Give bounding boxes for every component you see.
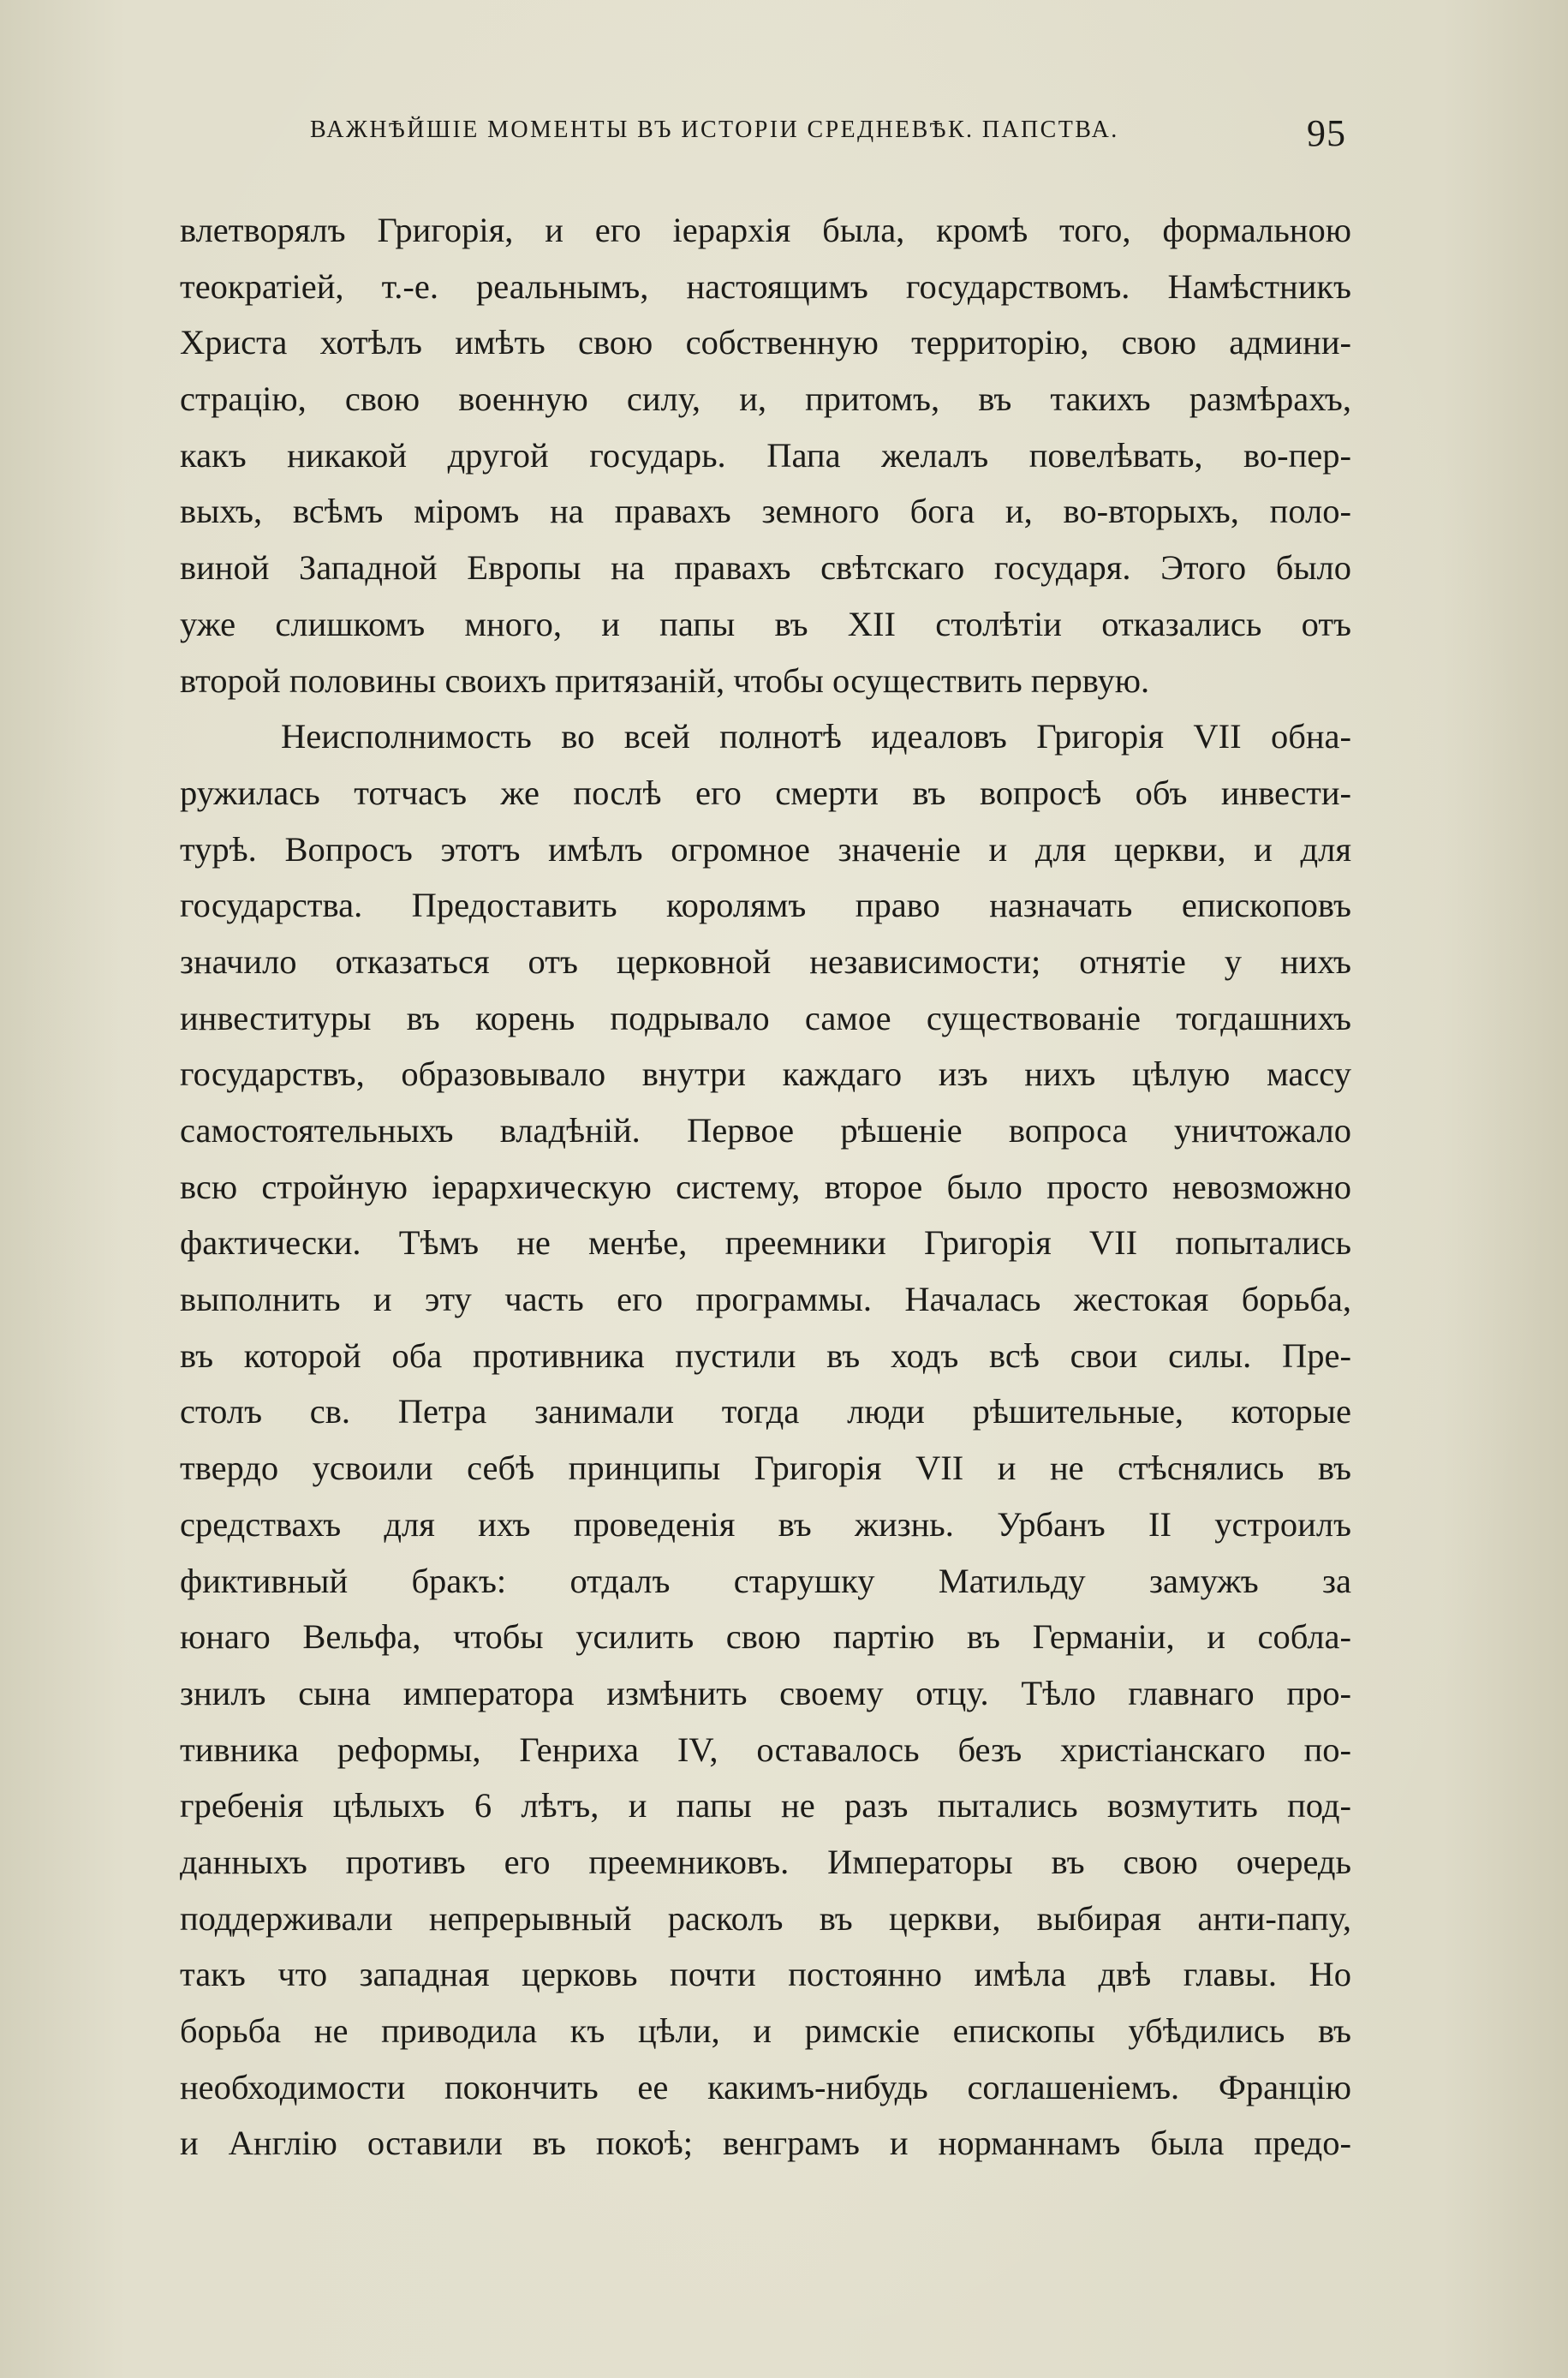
text-line: твердо усвоили себѣ принципы Григорія VII и не стѣснялись въ (180, 1449, 1351, 1488)
text-line: выполнить и эту часть его программы. Началась жестокая борьба, (180, 1280, 1351, 1319)
text-line: какъ никакой другой государь. Папа желалъ повелѣвать, во-пер- (180, 435, 1351, 475)
text-line: данныхъ противъ его преемниковъ. Императоры въ свою очередь (180, 1842, 1351, 1881)
text-line: поддерживали непрерывный расколъ въ церкви, выбирая анти-папу, (180, 1898, 1351, 1938)
text-line: фактически. Тѣмъ не менѣе, преемники Григорія VII попытались (180, 1223, 1351, 1263)
text-line: уже слишкомъ много, и папы въ XII столѣтіи отказались отъ (180, 604, 1351, 643)
page-number: 95 (1307, 112, 1346, 154)
body-text (180, 202, 1351, 2172)
text-line: и Англію оставили въ покоѣ; венграмъ и норманнамъ была предо- (180, 2124, 1351, 2163)
text-line: государства. Предоставить королямъ право назначать епископовъ (180, 886, 1351, 925)
text-line: инвеституры въ корень подрывало самое существованіе тогдашнихъ (180, 998, 1351, 1037)
text-line: влетворялъ Григорія, и его іерархія была, кромѣ того, формальною (180, 211, 1351, 249)
text-line: значило отказаться отъ церковной независимости; отнятіе у нихъ (180, 941, 1351, 981)
text-line: теократіей, т.-е. реальнымъ, настоящимъ государствомъ. Намѣстникъ (180, 266, 1351, 306)
running-head (310, 111, 1346, 154)
text-line: столъ св. Петра занимали тогда люди рѣшительные, которые (180, 1392, 1351, 1431)
text-line: средствахъ для ихъ проведенія въ жизнь. Урбанъ II устроилъ (180, 1504, 1351, 1544)
text-line: турѣ. Вопросъ этотъ имѣлъ огромное значеніе и для церкви, и для (180, 829, 1351, 869)
running-title: ВАЖНѢЙШІЕ МОМЕНТЫ ВЪ ИСТОРІИ СРЕДНЕВѢК. ПАПСТВА. (310, 117, 1119, 143)
text-line: гребенія цѣлыхъ 6 лѣтъ, и папы не разъ пытались возмутить под- (180, 1786, 1351, 1825)
text-line: ружилась тотчасъ же послѣ его смерти въ вопросѣ объ инвести- (180, 773, 1351, 812)
text-line: борьба не приводила къ цѣли, и римскіе епископы убѣдились въ (180, 2011, 1351, 2050)
text-line: государствъ, образовывало внутри каждаго изъ нихъ цѣлую массу (180, 1055, 1351, 1094)
text-line: необходимости покончить ее какимъ-нибудь соглашеніемъ. Францію (180, 2067, 1351, 2106)
text-line: Христа хотѣлъ имѣть свою собственную территорію, свою админи- (180, 323, 1351, 362)
text-line-last: второй половины своихъ притязаній, чтобы осуществить первую. (180, 660, 1150, 700)
text-line: юнаго Вельфа, чтобы усилить свою партію въ Германіи, и собла- (180, 1617, 1351, 1657)
text-line: въ которой оба противника пустили въ ходъ всѣ свои силы. Пре- (180, 1335, 1351, 1375)
text-line: страцію, свою военную силу, и, притомъ, въ такихъ размѣрахъ, (180, 379, 1351, 419)
text-line: виной Западной Европы на правахъ свѣтскаго государя. Этого было (180, 548, 1351, 588)
text-line: такъ что западная церковь почти постоянно имѣла двѣ главы. Но (180, 1955, 1351, 1994)
text-line: знилъ сына императора измѣнить своему отцу. Тѣло главнаго про- (180, 1673, 1351, 1712)
text-line: выхъ, всѣмъ міромъ на правахъ земного бога и, во-вторыхъ, поло- (180, 492, 1351, 531)
text-line-indent: Неисполнимость во всей полнотѣ идеаловъ Григорія VII обна- (281, 717, 1351, 756)
text-line: фиктивный бракъ: отдалъ старушку Матильду замужъ за (180, 1561, 1351, 1600)
text-line: тивника реформы, Генриха IV, оставалось безъ христіанскаго по- (180, 1730, 1351, 1769)
text-line: всю стройную іерархическую систему, второе было просто невозможно (180, 1167, 1351, 1206)
text-line: самостоятельныхъ владѣній. Первое рѣшеніе вопроса уничтожало (180, 1111, 1351, 1150)
